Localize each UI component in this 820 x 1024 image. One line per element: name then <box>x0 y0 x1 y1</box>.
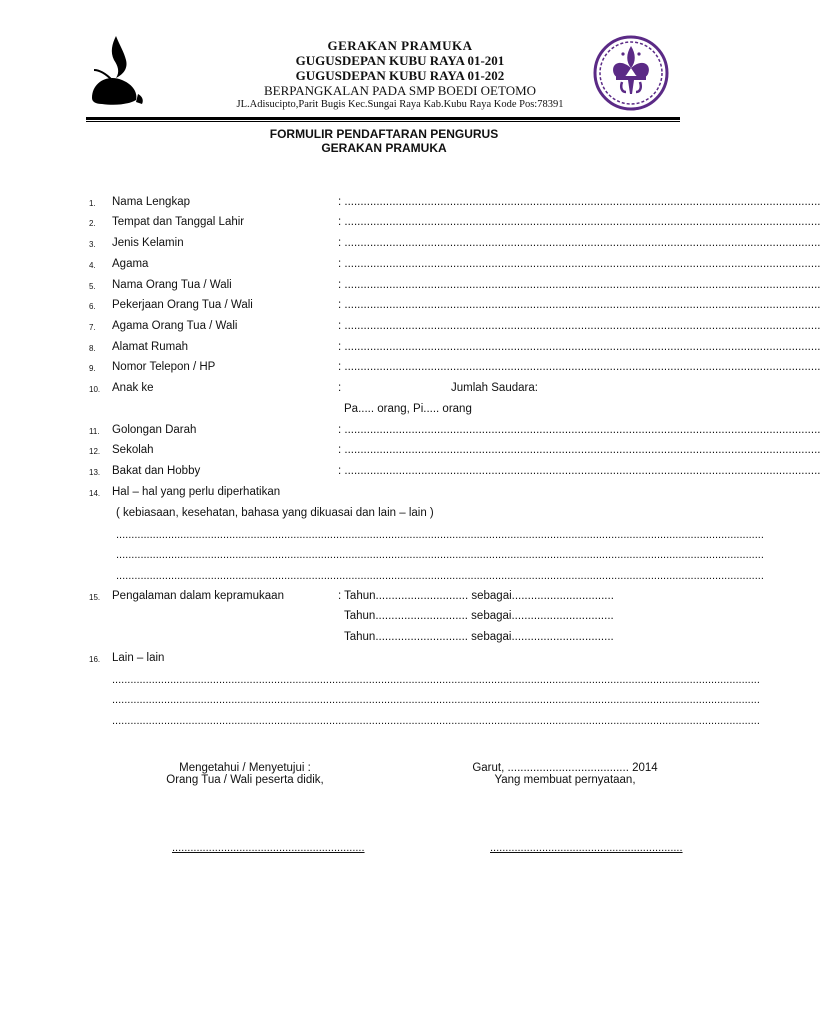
base-school: BERPANGKALAN PADA SMP BOEDI OETOMO <box>263 83 537 98</box>
field-value-line[interactable]: : ..................................................................................................................................................... <box>338 424 820 436</box>
field-value-line[interactable]: : ..................................................................................................................................................... <box>338 341 820 353</box>
header-rule-thin <box>86 121 680 122</box>
form-title: FORMULIR PENDAFTARAN PENGURUS <box>269 127 499 141</box>
pengalaman-line-1[interactable]: : Tahun............................. sebagai................................ <box>338 590 614 602</box>
hal-line-2[interactable]: .................................................................................................................................................................................................................... <box>116 549 764 561</box>
field-row <box>0 465 820 483</box>
field-label: Anak ke <box>112 382 154 394</box>
field-row-hal <box>0 486 768 504</box>
field-number: 8. <box>89 344 96 353</box>
pengalaman-line-3[interactable]: Tahun............................. sebagai................................ <box>344 631 614 643</box>
hal-line-3[interactable]: .................................................................................................................................................................................................................... <box>116 570 764 582</box>
tunas-kelapa-logo <box>86 34 144 112</box>
field-label: Agama Orang Tua / Wali <box>112 320 238 332</box>
field-number: 10. <box>89 385 101 394</box>
lain-line-2[interactable]: .................................................................................................................................................................................................................... <box>112 694 760 706</box>
letterhead <box>150 38 650 112</box>
place-date[interactable]: Garut, ...................................... 2014 <box>472 762 658 774</box>
field-value-line[interactable]: : ..................................................................................................................................................... <box>338 320 820 332</box>
field-row <box>0 216 820 234</box>
form-subtitle: GERAKAN PRAMUKA <box>321 141 447 155</box>
field-row <box>0 320 820 338</box>
field-value-line[interactable]: : ..................................................................................................................................................... <box>338 299 820 311</box>
field-row-anak <box>0 382 768 400</box>
field-label: Tempat dan Tanggal Lahir <box>112 216 245 228</box>
field-label: Jenis Kelamin <box>112 237 184 249</box>
signature-line-left[interactable]: ............................................................... <box>172 842 365 854</box>
field-row <box>0 424 820 442</box>
field-row <box>0 258 820 276</box>
gugusdepan-line-1: GUGUSDEPAN KUBU RAYA 01-201 <box>295 53 505 68</box>
field-number: 5. <box>89 282 96 291</box>
field-value-line[interactable]: : ..................................................................................................................................................... <box>338 361 820 373</box>
saudara-detail[interactable]: Pa..... orang, Pi..... orang <box>344 403 472 415</box>
field-number: 7. <box>89 323 96 332</box>
signature-left <box>140 762 350 786</box>
field-number: 1. <box>89 199 96 208</box>
field-value-line[interactable]: : ..................................................................................................................................................... <box>338 258 820 270</box>
address: JL.Adisucipto,Parit Bugis Kec.Sungai Raya Kab.Kubu Raya Kode Pos:78391 <box>236 99 564 110</box>
field-value-line[interactable]: : ..................................................................................................................................................... <box>338 237 820 249</box>
field-number: 11. <box>89 427 100 436</box>
org-name: GERAKAN PRAMUKA <box>327 38 473 53</box>
hal-note <box>0 507 768 525</box>
field-number: 9. <box>89 364 96 373</box>
declarant-label: Yang membuat pernyataan, <box>494 774 636 786</box>
parent-label: Orang Tua / Wali peserta didik, <box>166 774 324 786</box>
field-value-line[interactable]: : ..................................................................................................................................................... <box>338 465 820 477</box>
field-number: 16. <box>89 655 101 664</box>
field-row <box>0 279 820 297</box>
field-label: Nama Orang Tua / Wali <box>112 279 232 291</box>
lain-line-1[interactable]: .................................................................................................................................................................................................................... <box>112 674 760 686</box>
field-row <box>0 444 820 462</box>
field-number: 12. <box>89 447 101 456</box>
lain-line-3[interactable]: .................................................................................................................................................................................................................... <box>112 715 760 727</box>
field-label: Sekolah <box>112 444 154 456</box>
field-number: 13. <box>89 468 101 477</box>
field-number: 6. <box>89 302 96 311</box>
field-value-line[interactable]: : ..................................................................................................................................................... <box>338 196 820 208</box>
field-number: 4. <box>89 261 96 270</box>
field-row-pengalaman <box>0 590 768 608</box>
field-value-line[interactable]: : ..................................................................................................................................................... <box>338 279 820 291</box>
field-row <box>0 299 820 317</box>
field-row-saudara-detail <box>0 403 768 421</box>
field-number: 2. <box>89 219 96 228</box>
field-row-lain <box>0 652 768 670</box>
field-colon: : <box>338 382 342 394</box>
hal-line-1[interactable]: .................................................................................................................................................................................................................... <box>116 529 764 541</box>
field-label: Nama Lengkap <box>112 196 190 208</box>
signature-right <box>460 762 670 786</box>
field-label: Agama <box>112 258 149 270</box>
field-label: Nomor Telepon / HP <box>112 361 216 373</box>
field-label: Pekerjaan Orang Tua / Wali <box>112 299 253 311</box>
field-row-pengalaman-2 <box>0 610 768 628</box>
approval-label: Mengetahui / Menyetujui : <box>179 762 311 774</box>
signature-line-right[interactable]: ............................................................... <box>490 842 683 854</box>
field-value-line[interactable]: : ..................................................................................................................................................... <box>338 444 820 456</box>
header-rule-thick <box>86 117 680 120</box>
field-value-line[interactable]: : ..................................................................................................................................................... <box>338 216 820 228</box>
field-number: 3. <box>89 240 96 249</box>
field-row <box>0 196 820 214</box>
jumlah-saudara-label: Jumlah Saudara: <box>451 382 538 394</box>
field-label: Golongan Darah <box>112 424 197 436</box>
gugusdepan-line-2: GUGUSDEPAN KUBU RAYA 01-202 <box>295 68 505 83</box>
field-label: Pengalaman dalam kepramukaan <box>112 590 284 602</box>
hal-note-text: ( kebiasaan, kesehatan, bahasa yang dikuasai dan lain – lain ) <box>116 507 434 519</box>
field-label: Hal – hal yang perlu diperhatikan <box>112 486 281 498</box>
pengalaman-line-2[interactable]: Tahun............................. sebagai................................ <box>344 610 614 622</box>
field-row <box>0 237 820 255</box>
field-row <box>0 361 820 379</box>
field-number: 14. <box>89 489 101 498</box>
field-number: 15. <box>89 593 101 602</box>
field-label: Alamat Rumah <box>112 341 189 353</box>
field-label: Lain – lain <box>112 652 165 664</box>
field-label: Bakat dan Hobby <box>112 465 201 477</box>
field-row-pengalaman-3 <box>0 631 768 649</box>
field-row <box>0 341 820 359</box>
